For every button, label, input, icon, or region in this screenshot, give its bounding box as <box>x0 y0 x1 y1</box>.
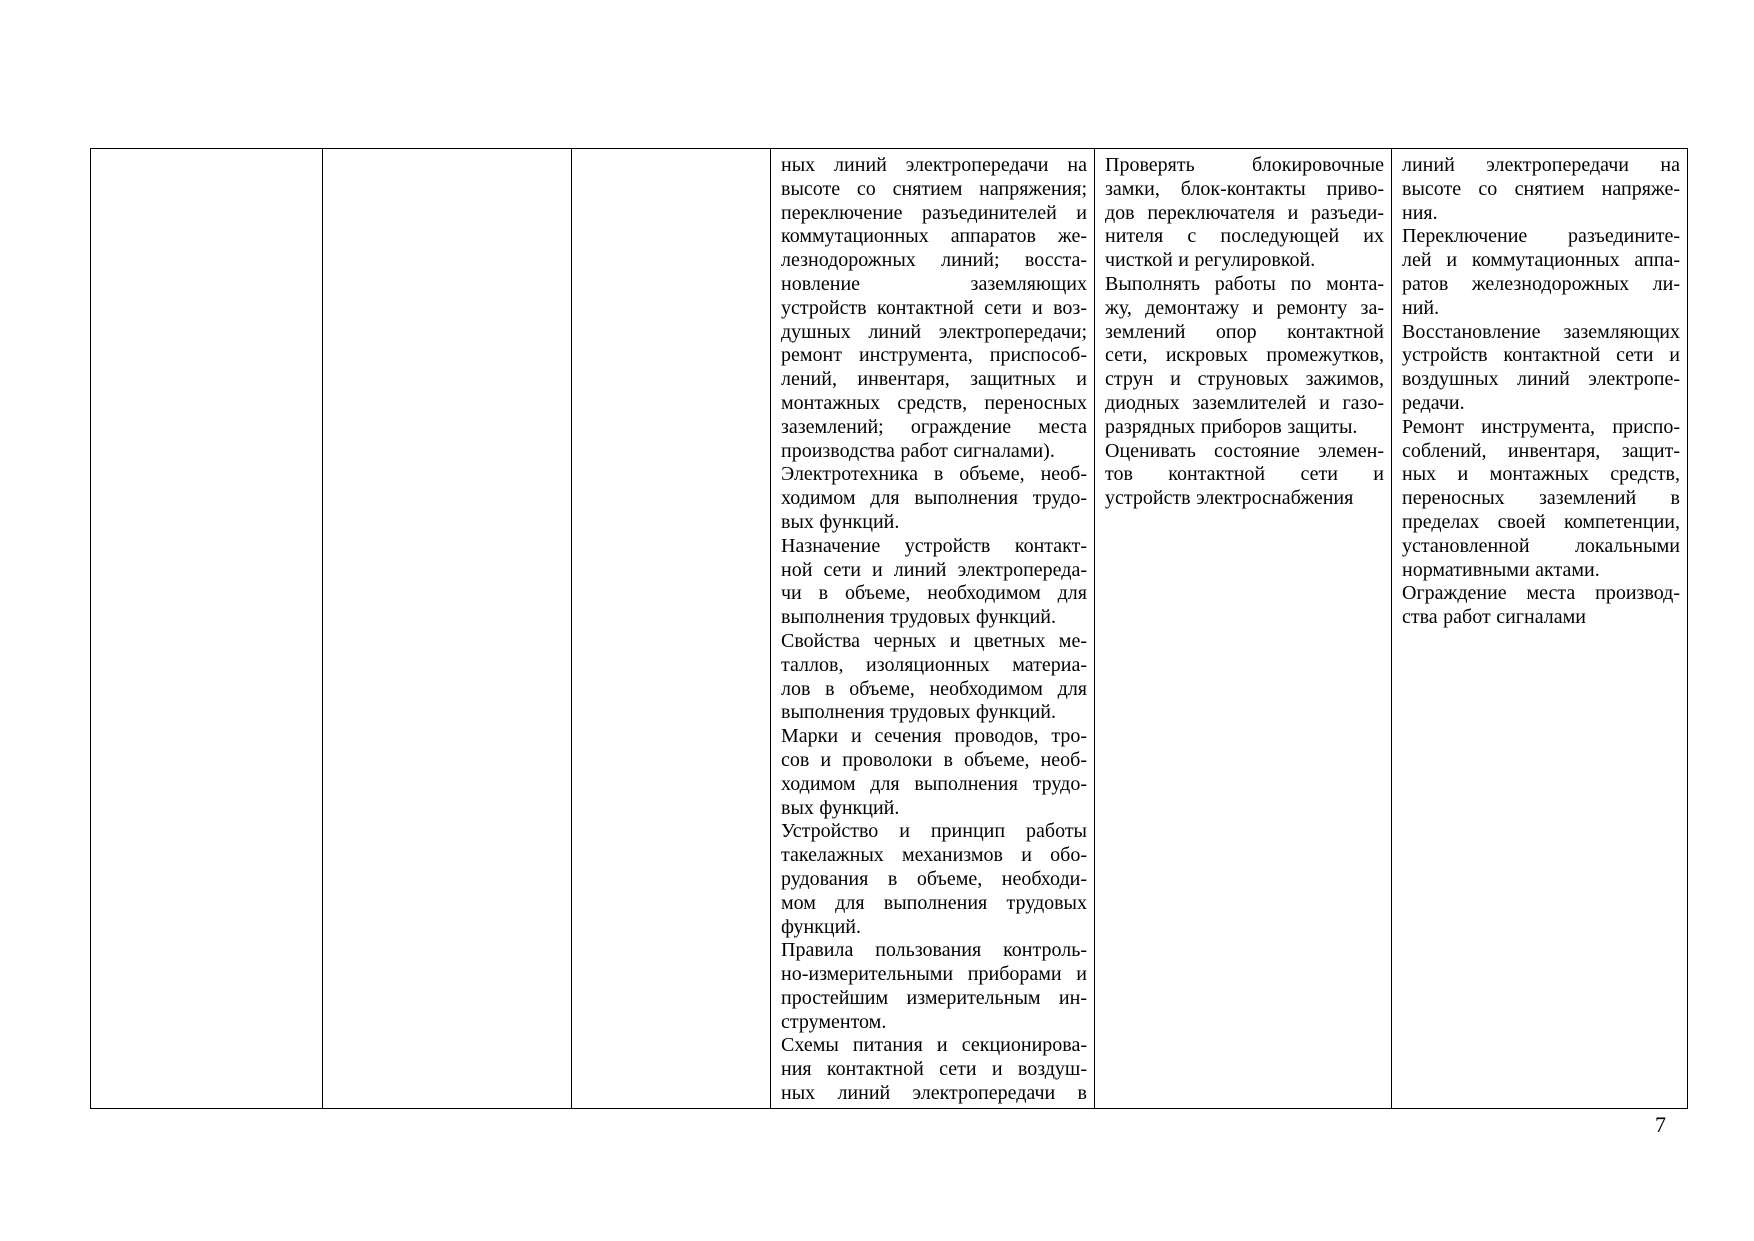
text-line: Проверять блокировочные <box>1105 154 1384 176</box>
text-line: производства работ сигналами). <box>781 439 1055 462</box>
text-line: переключение разъединителей и <box>781 201 1087 224</box>
text-line: вых функций. <box>781 510 900 533</box>
text-line: пределах своей компетенции, <box>1402 510 1680 533</box>
text-line: выполнения трудовых функций. <box>781 701 1056 724</box>
table-cell-2 <box>323 149 572 1108</box>
text-line: выполнения трудовых функций. <box>781 606 1056 629</box>
text-line: ния контактной сети и воздуш- <box>781 1058 1087 1081</box>
text-line: Электротехника в объеме, необ- <box>781 463 1087 486</box>
text-line: лезнодорожных линий; восста- <box>781 249 1087 272</box>
text-line: установленной локальными <box>1402 534 1680 557</box>
text-line: ных и монтажных средств, <box>1402 463 1680 486</box>
text-line: диодных заземлителей и газо- <box>1105 391 1384 414</box>
text-line: Переключение разъедините- <box>1402 225 1680 248</box>
page-number: 7 <box>1655 1112 1666 1137</box>
text-line: струментом. <box>781 1010 887 1033</box>
text-line: ремонт инструмента, приспособ- <box>781 344 1087 367</box>
text-line: Оценивать состояние элемен- <box>1105 439 1384 462</box>
text-line: монтажных средств, переносных <box>781 391 1087 414</box>
text-line: Устройство и принцип работы <box>781 820 1087 843</box>
text-line: вых функций. <box>781 796 900 819</box>
text-line: функций. <box>781 915 861 938</box>
text-line: переносных заземлений в <box>1402 487 1680 510</box>
text-line: воздушных линий электропе- <box>1402 368 1680 391</box>
text-line: высоте со снятием напряже- <box>1402 177 1680 200</box>
text-line: ных линий электропередачи на <box>781 154 1087 176</box>
text-line: разрядных приборов защиты. <box>1105 415 1358 438</box>
text-line: новление заземляющих <box>781 272 1087 295</box>
text-line: коммутационных аппаратов же- <box>781 225 1087 248</box>
text-line: Восстановление заземляющих <box>1402 320 1680 343</box>
text-line: заземлений; ограждение места <box>781 415 1087 438</box>
text-line: Свойства черных и цветных ме- <box>781 629 1087 652</box>
text-line: рудования в объеме, необходи- <box>781 867 1087 890</box>
text-line: дов переключателя и разъеди- <box>1105 201 1384 224</box>
text-line: ходимом для выполнения трудо- <box>781 487 1087 510</box>
text-line: но-измерительными приборами и <box>781 963 1087 986</box>
text-line: ния. <box>1402 201 1438 224</box>
text-line: лов в объеме, необходимом для <box>781 677 1087 700</box>
text-line: Правила пользования контроль- <box>781 939 1087 962</box>
text-line: высоте со снятием напряжения; <box>781 177 1087 200</box>
text-line: такелажных механизмов и обо- <box>781 844 1087 867</box>
text-line: мом для выполнения трудовых <box>781 891 1087 914</box>
text-line: Ремонт инструмента, приспо- <box>1402 415 1680 438</box>
text-line: чи в объеме, необходимом для <box>781 582 1087 605</box>
text-line: замки, блок-контакты приво- <box>1105 177 1384 200</box>
table-cell-5-skills-text <box>1095 149 1392 1108</box>
text-line: лений, инвентаря, защитных и <box>781 368 1087 391</box>
table-cell-4-knowledge-text <box>771 149 1095 1108</box>
text-line: тов контактной сети и <box>1105 463 1384 486</box>
text-line: жу, демонтажу и ремонту за- <box>1105 296 1384 319</box>
text-line: устройств контактной сети и <box>1402 344 1680 367</box>
text-line: простейшим измерительным ин- <box>781 986 1087 1009</box>
content-table <box>90 148 1688 1109</box>
text-line: ства работ сигналами <box>1402 606 1586 629</box>
text-line: душных линий электропередачи; <box>781 320 1087 343</box>
text-line: нормативными актами. <box>1402 558 1600 581</box>
text-line: соблений, инвентаря, защит- <box>1402 439 1680 462</box>
text-line: землений опор контактной <box>1105 320 1384 343</box>
text-line: устройств контактной сети и воз- <box>781 296 1087 319</box>
text-line: ной сети и линий электропереда- <box>781 558 1087 581</box>
text-line: лей и коммутационных аппа- <box>1402 249 1680 272</box>
table-cell-3 <box>572 149 771 1108</box>
text-line: Марки и сечения проводов, тро- <box>781 725 1087 748</box>
text-line: сов и проволоки в объеме, необ- <box>781 748 1087 771</box>
text-line: нителя с последующей их <box>1105 225 1384 248</box>
text-line: ходимом для выполнения трудо- <box>781 772 1087 795</box>
text-line: Назначение устройств контакт- <box>781 534 1087 557</box>
text-line: чисткой и регулировкой. <box>1105 249 1316 272</box>
text-line: устройств электроснабжения <box>1105 487 1354 510</box>
text-line: Схемы питания и секционирова- <box>781 1034 1087 1057</box>
text-line: линий электропередачи на <box>1402 154 1680 176</box>
text-line: ний. <box>1402 296 1440 319</box>
table-cell-1 <box>91 149 323 1108</box>
text-line: ратов железнодорожных ли- <box>1402 272 1680 295</box>
text-line: таллов, изоляционных материа- <box>781 653 1087 676</box>
text-line: Выполнять работы по монта- <box>1105 272 1384 295</box>
text-line: Ограждение места производ- <box>1402 582 1680 605</box>
text-line: сети, искровых промежутков, <box>1105 344 1384 367</box>
text-line: редачи. <box>1402 391 1465 414</box>
text-line: ных линий электропередачи в <box>781 1082 1087 1105</box>
text-line: струн и струновых зажимов, <box>1105 368 1384 391</box>
table-cell-6-actions-text <box>1392 149 1687 1108</box>
